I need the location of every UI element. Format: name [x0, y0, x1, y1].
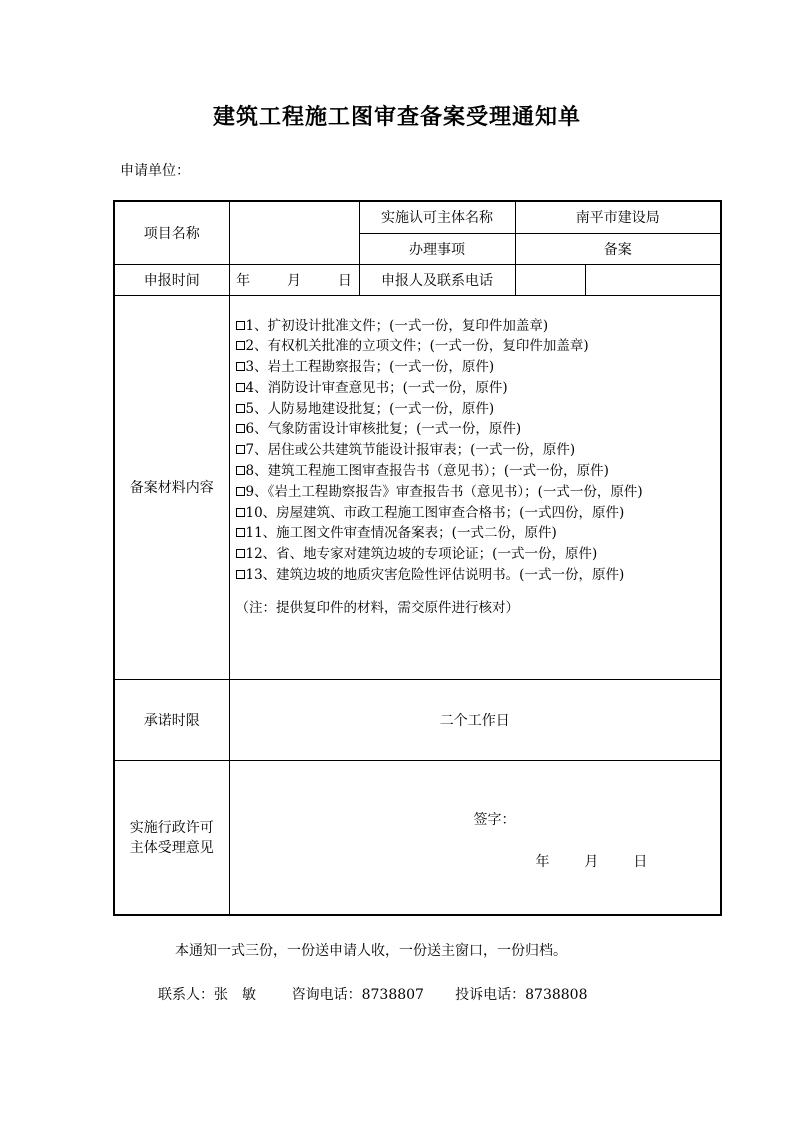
- page-title: 建筑工程施工图审查备案受理通知单: [212, 105, 581, 130]
- material-item[interactable]: 1、扩初设计批准文件；(一式一份，复印件加盖章): [236, 316, 721, 337]
- apply-month-label: 月: [287, 272, 301, 289]
- material-item[interactable]: 4、消防设计审查意见书；(一式一份，原件): [236, 378, 721, 399]
- apply-time-label: 申报时间: [114, 264, 229, 295]
- materials-note: （注：提供复印件的材料，需交原件进行核对）: [235, 599, 519, 616]
- contact-line: [158, 984, 587, 1004]
- complaint-phone-label: 投诉电话：: [455, 987, 526, 1003]
- material-item[interactable]: 13、建筑边坡的地质灾害危险性评估说明书。(一式一份，原件): [236, 565, 721, 586]
- material-item[interactable]: 7、居住或公共建筑节能设计报审表；(一式一份，原件): [236, 440, 721, 461]
- checkbox-icon[interactable]: [236, 445, 245, 454]
- material-item[interactable]: 3、岩土工程勘察报告；(一式一份，原件): [236, 357, 721, 378]
- contact-person-label: 联系人：: [158, 987, 214, 1003]
- matter-value: 备案: [515, 233, 721, 264]
- applicant-label: 申请单位：: [120, 163, 190, 179]
- consult-phone: 8738807: [361, 987, 424, 1003]
- notice-form-table: [113, 200, 722, 916]
- material-item[interactable]: 10、房屋建筑、市政工程施工图审查合格书；(一式四份，原件): [236, 503, 721, 524]
- material-item[interactable]: 6、气象防雷设计审核批复；(一式一份，原件): [236, 419, 721, 440]
- checkbox-icon[interactable]: [236, 549, 245, 558]
- checkbox-icon[interactable]: [236, 424, 245, 433]
- checkbox-icon[interactable]: [236, 321, 245, 330]
- material-item[interactable]: 2、有权机关批准的立项文件；(一式一份，复印件加盖章): [236, 336, 721, 357]
- material-item[interactable]: 5、人防易地建设批复；(一式一份，原件): [236, 399, 721, 420]
- material-item[interactable]: 11、施工图文件审查情况备案表；(一式二份，原件): [236, 523, 721, 544]
- materials-list: [229, 295, 721, 679]
- contact-value[interactable]: [515, 264, 585, 295]
- apply-day-label: 日: [337, 272, 352, 289]
- copies-note: 本通知一式三份，一份送申请人收，一份送主窗口，一份归档。: [175, 943, 567, 959]
- complaint-phone: 8738808: [525, 987, 588, 1003]
- signature-date: 年 月 日: [535, 853, 648, 870]
- contact-person: 张 敏: [214, 987, 256, 1003]
- material-item[interactable]: 8、建筑工程施工图审查报告书（意见书）；(一式一份，原件): [236, 461, 721, 482]
- checkbox-icon[interactable]: [236, 383, 245, 392]
- checkbox-icon[interactable]: [236, 508, 245, 517]
- checkbox-icon[interactable]: [236, 528, 245, 537]
- signature-label: 签字：: [473, 811, 516, 828]
- project-name-value[interactable]: [229, 201, 359, 264]
- contact-value-extra[interactable]: [585, 264, 721, 295]
- checkbox-icon[interactable]: [236, 487, 245, 496]
- contact-label: 申报人及联系电话: [359, 264, 515, 295]
- consult-phone-label: 咨询电话：: [291, 987, 362, 1003]
- apply-time-value[interactable]: [229, 264, 359, 295]
- deadline-value: 二个工作日: [229, 679, 721, 760]
- checkbox-icon[interactable]: [236, 570, 245, 579]
- checkbox-icon[interactable]: [236, 404, 245, 413]
- project-name-label: 项目名称: [114, 201, 229, 264]
- implementing-entity-label: 实施认可主体名称: [359, 201, 515, 233]
- opinion-label: 实施行政许可 主体受理意见: [114, 760, 229, 915]
- apply-year-label: 年: [236, 272, 251, 289]
- material-item[interactable]: 9、《岩土工程勘察报告》审查报告书（意见书）；(一式一份，原件): [236, 482, 721, 503]
- opinion-area[interactable]: [229, 760, 721, 915]
- implementing-entity-value: 南平市建设局: [515, 201, 721, 233]
- checkbox-icon[interactable]: [236, 466, 245, 475]
- material-item[interactable]: 12、省、地专家对建筑边坡的专项论证；(一式一份，原件): [236, 544, 721, 565]
- deadline-label: 承诺时限: [114, 679, 229, 760]
- matter-label: 办理事项: [359, 233, 515, 264]
- checkbox-icon[interactable]: [236, 362, 245, 371]
- checkbox-icon[interactable]: [236, 341, 245, 350]
- materials-label: 备案材料内容: [114, 295, 229, 679]
